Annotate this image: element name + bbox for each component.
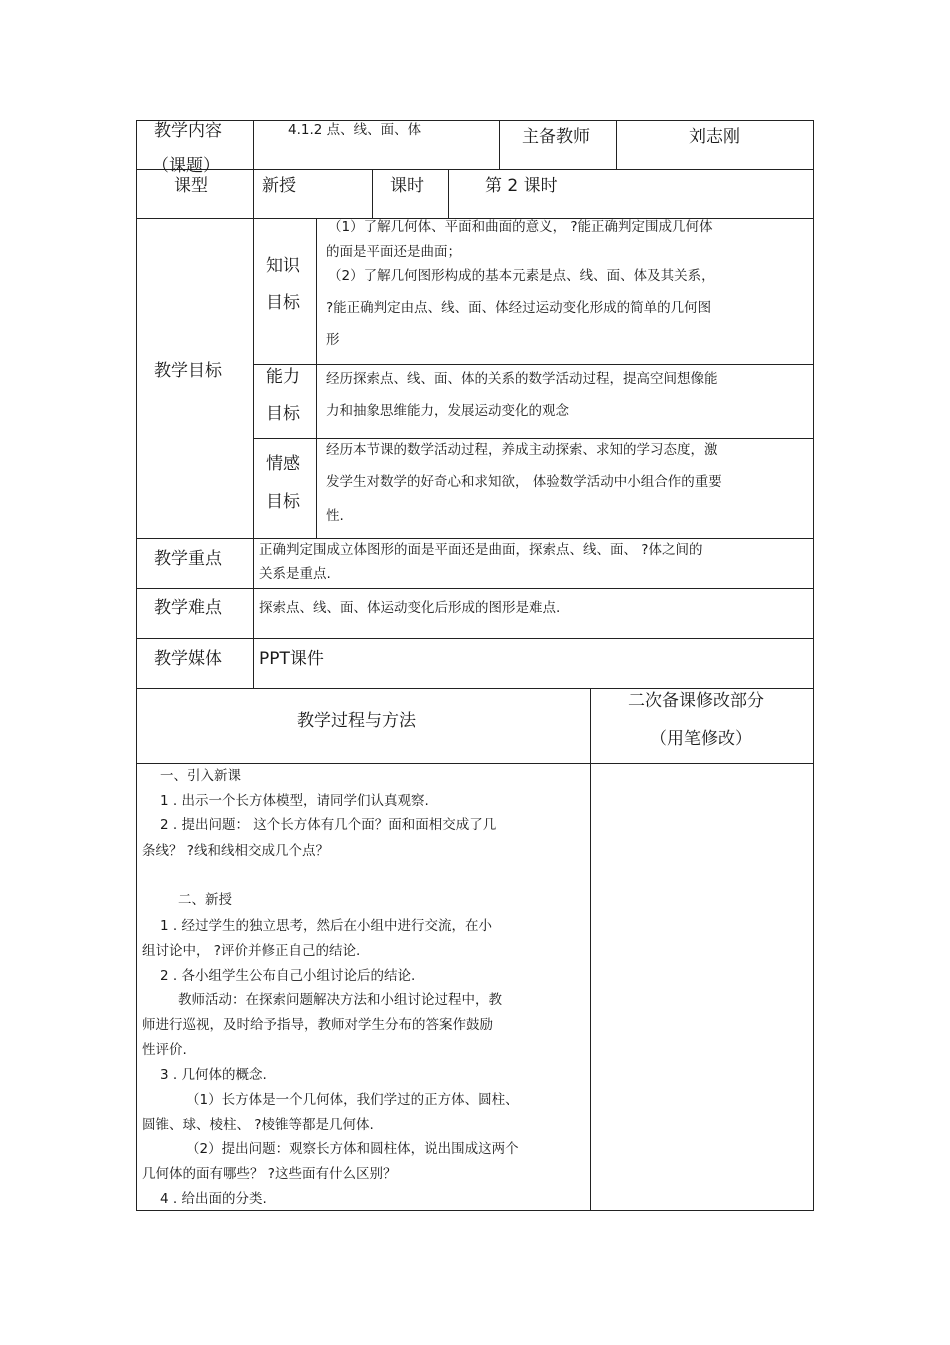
table-border <box>316 218 317 538</box>
table-border <box>372 169 373 218</box>
ability-label-sub: 目标 <box>266 404 300 424</box>
knowledge-text-line: 形 <box>326 332 340 348</box>
table-border <box>499 120 500 169</box>
table-border <box>136 688 814 689</box>
table-border <box>616 120 617 169</box>
media-label: 教学媒体 <box>154 649 222 669</box>
knowledge-label-sub: 目标 <box>266 293 300 313</box>
process-line: 几何体的面有哪些？ ?这些面有什么区别？ <box>142 1166 397 1182</box>
difficulties-label: 教学难点 <box>154 598 222 618</box>
table-border <box>136 120 814 121</box>
emotion-text-line: 性. <box>326 508 344 524</box>
emotion-label: 情感 <box>266 454 300 474</box>
ability-text-line: 经历探索点、线、面、体的关系的数学活动过程，提高空间想像能 <box>326 371 718 387</box>
process-line: 1 . 出示一个长方体模型，请同学们认真观察. <box>160 793 429 809</box>
content-label-sub: （课题） <box>152 156 220 176</box>
table-border <box>136 169 814 170</box>
hours-label: 课时 <box>390 176 424 196</box>
table-border <box>253 438 814 439</box>
key-points-text-line: 关系是重点. <box>259 566 331 582</box>
emotion-text-line: 发学生对数学的好奇心和求知欲， 体验数学活动中小组合作的重要 <box>326 474 722 490</box>
key-points-label: 教学重点 <box>154 549 222 569</box>
process-line: 教师活动：在探索问题解决方法和小组讨论过程中，教 <box>178 992 502 1008</box>
hours-value: 第 2 课时 <box>485 176 558 196</box>
process-line: 性评价. <box>142 1042 187 1058</box>
table-border <box>253 120 254 688</box>
revision-header: 二次备课修改部分 <box>628 691 764 711</box>
process-line: （1）长方体是一个几何体，我们学过的正方体、圆柱、 <box>186 1092 519 1108</box>
teacher-name: 刘志刚 <box>689 127 740 147</box>
revision-header-sub: （用笔修改） <box>650 729 752 749</box>
objectives-label: 教学目标 <box>154 361 222 381</box>
knowledge-text-line: （1）了解几何体、平面和曲面的意义， ?能正确判定围成几何体 <box>328 219 713 235</box>
table-border <box>253 364 814 365</box>
process-line: 1 . 经过学生的独立思考，然后在小组中进行交流，在小 <box>160 918 492 934</box>
emotion-label-sub: 目标 <box>266 492 300 512</box>
knowledge-text-line: （2）了解几何图形构成的基本元素是点、线、面、体及其关系， <box>328 268 715 284</box>
emotion-text-line: 经历本节课的数学活动过程，养成主动探索、求知的学习态度，激 <box>326 442 718 458</box>
table-border <box>136 1210 814 1211</box>
difficulties-text: 探索点、线、面、体运动变化后形成的图形是难点. <box>259 600 561 616</box>
process-line: 一、引入新课 <box>160 768 241 784</box>
ability-text-line: 力和抽象思维能力，发展运动变化的观念 <box>326 403 569 419</box>
table-border <box>136 538 814 539</box>
process-line: 3 . 几何体的概念. <box>160 1067 267 1083</box>
table-border <box>813 120 814 1211</box>
process-line: 4 . 给出面的分类. <box>160 1191 267 1207</box>
table-border <box>590 688 591 1211</box>
table-border <box>448 169 449 218</box>
process-line: 组讨论中， ?评价并修正自己的结论. <box>142 943 361 959</box>
process-line: 二、新授 <box>178 892 232 908</box>
process-line: 圆锥、球、棱柱、 ?棱锥等都是几何体. <box>142 1117 374 1133</box>
key-points-text-line: 正确判定围成立体图形的面是平面还是曲面，探索点、线、面、 ?体之间的 <box>259 542 703 558</box>
knowledge-text-line: ?能正确判定由点、线、面、体经过运动变化形成的简单的几何图 <box>326 300 712 316</box>
table-border <box>136 763 814 764</box>
knowledge-text-line: 的面是平面还是曲面； <box>326 244 461 260</box>
table-border <box>136 120 137 1211</box>
type-label: 课型 <box>174 176 208 196</box>
process-line: 2 . 各小组学生公布自己小组讨论后的结论. <box>160 968 416 984</box>
knowledge-label: 知识 <box>266 256 300 276</box>
lesson-topic: 4.1.2 点、线、面、体 <box>288 122 422 138</box>
process-line: 条线？ ?线和线相交成几个点？ <box>142 843 329 859</box>
process-line: （2）提出问题：观察长方体和圆柱体，说出围成这两个 <box>186 1141 519 1157</box>
content-label: 教学内容 <box>154 121 222 141</box>
table-border <box>136 638 814 639</box>
process-line: 2 . 提出问题： 这个长方体有几个面？面和面相交成了几 <box>160 817 497 833</box>
ability-label: 能力 <box>266 367 300 387</box>
teacher-label: 主备教师 <box>522 127 590 147</box>
process-line: 师进行巡视，及时给予指导，教师对学生分布的答案作鼓励 <box>142 1017 493 1033</box>
media-text: PPT课件 <box>259 649 324 669</box>
table-border <box>136 588 814 589</box>
type-value: 新授 <box>262 176 296 196</box>
process-header: 教学过程与方法 <box>297 711 416 731</box>
